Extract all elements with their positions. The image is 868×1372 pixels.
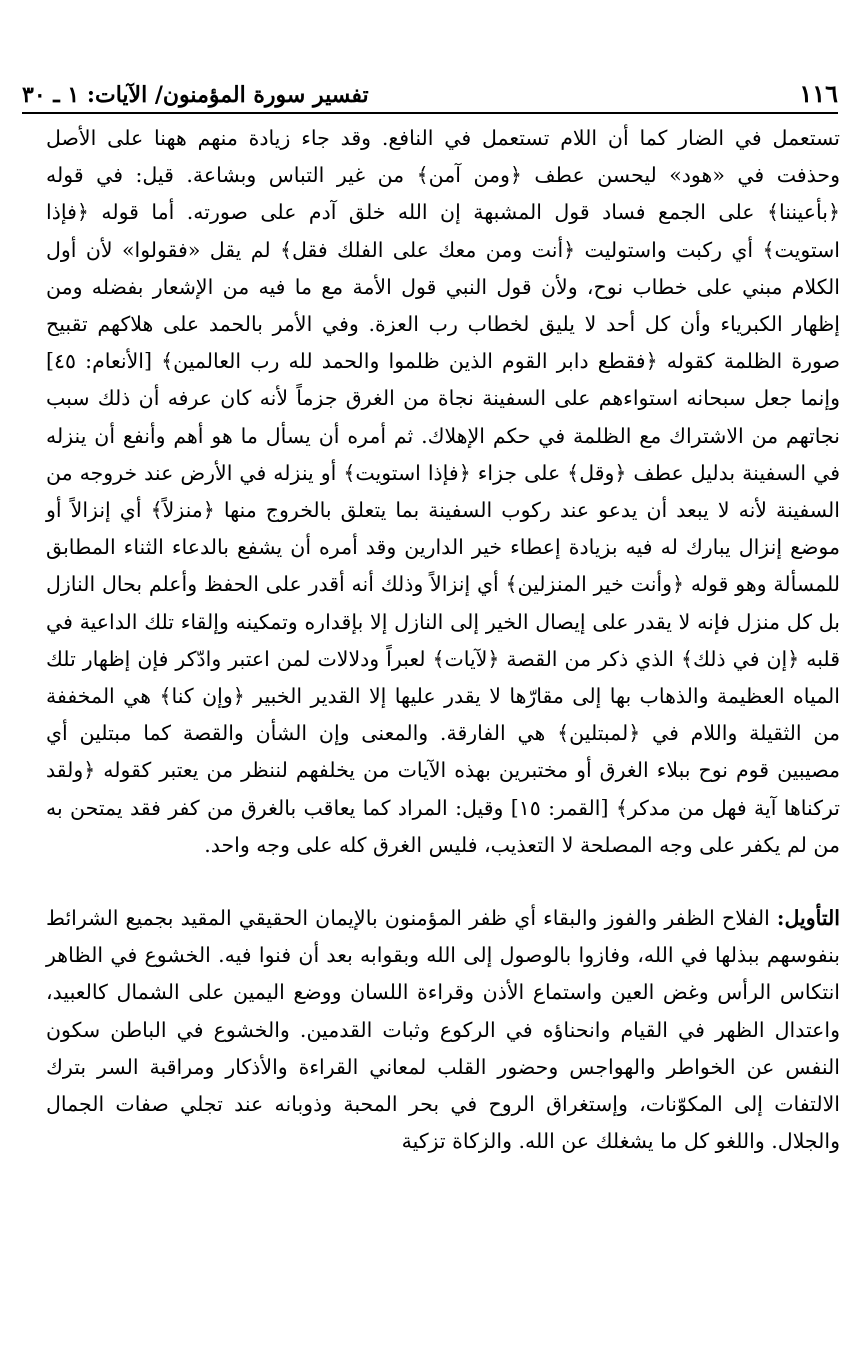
- commentary-paragraph: تستعمل في الضار كما أن اللام تستعمل في النافع. وقد جاء زيادة منهم ههنا على الأصل وحذفت في «هود» ليحسن عطف ﴿ومن آمن﴾ من غير التباس وبشاعة. قيل: في قوله ﴿بأعيننا﴾ على الجمع فساد قول المشبهة إن الله خلق آدم على صورته. أما قوله ﴿فإذا استويت﴾ أي ركبت واستوليت ﴿أنت ومن معك على الفلك فقل﴾ لم يقل «فقولوا» لأن أول الكلام مبني على خطاب نوح، ولأن قول النبي قول الأمة مع ما فيه من الإشعار بفضله ومن إظهار الكبرياء وأن كل أحد لا يليق لخطاب رب العزة. وفي الأمر بالحمد على هلاكهم تقبيح صورة الظلمة كقوله ﴿فقطع دابر القوم الذين ظلموا والحمد لله رب العالمين﴾ [الأنعام: ٤٥] وإنما جعل سبحانه استواءهم على السفينة نجاة من الغرق جزماً لأنه كان عرفه أن ذلك سبب نجاتهم من الاشتراك مع الظلمة في حكم الإهلاك. ثم أمره أن يسأل ما هو أهم وأنفع أن ينزله في السفينة بدليل عطف ﴿وقل﴾ على جزاء ﴿فإذا استويت﴾ أو ينزله في الأرض عند خروجه من السفينة لأنه لا يبعد أن يدعو عند ركوب السفينة بما يتعلق بالخروج منها ﴿منزلاً﴾ أي إنزالاً أو موضع إنزال يبارك له فيه بزيادة إعطاء خير الدارين وقد أمره أن يشفع بالدعاء الثناء المطابق للمسألة وهو قوله ﴿وأنت خير المنزلين﴾ أي إنزالاً وذلك أنه أقدر على الحفظ وأعلم بحال النازل بل كل منزل فإنه لا يقدر على إيصال الخير إلى النازل إلا بإقداره وتمكينه وإلقاء تلك الداعية في قلبه ﴿إن في ذلك﴾ الذي ذكر من القصة ﴿لآيات﴾ لعبراً ودلالات لمن اعتبر وادّكر فإن إظهار تلك المياه العظيمة والذهاب بها إلى مقارّها لا يقدر عليها إلا القدير الخبير ﴿وإن كنا﴾ هي المخففة من الثقيلة واللام في ﴿لمبتلين﴾ هي الفارقة. والمعنى وإن الشأن والقصة كما مبتلين أي مصيبين قوم نوح ببلاء الغرق أو مختبرين بهذه الآيات من يخلفهم لننظر من يعتبر كقوله ﴿ولقد تركناها آية فهل من مدكر﴾ [القمر: ١٥] وقيل: المراد كما يعاقب بالغرق من كفر فقد يمتحن به من لم يكفر على وجه المصلحة لا التعذيب، فليس الغرق كله على وجه واحد.: [46, 126, 840, 857]
- paragraph-gap: [46, 864, 840, 900]
- interpretation-label: التأويل:: [776, 906, 840, 931]
- interpretation-paragraph: [46, 900, 840, 1160]
- page-header: [22, 70, 838, 114]
- page-body: [46, 120, 840, 1160]
- interpretation-text: الفلاح الظفر والفوز والبقاء أي ظفر المؤمنون بالإيمان الحقيقي المقيد بجميع الشرائط بنفوسهم ببذلها في الله، وفازوا بالوصول إلى الله وبقوابه بعد أن فنوا فيه. الخشوع في الظاهر انتكاس الرأس وغض العين واستماع الأذن وقراءة اللسان ووضع اليمين على الشمال كالعبيد، واعتدال الظهر في القيام وانحناؤه في الركوع وثبات القدمين. والخشوع في الباطن سكون النفس عن الخواطر والهواجس وحضور القلب لمعاني القراءة والأذكار ومراقبة السر بترك الالتفات إلى المكوّنات، وإستغراق الروح في بحر المحبة وذوبانه عند تجلي صفات الجمال والجلال. واللغو كل ما يشغلك عن الله. والزكاة تزكية: [46, 906, 840, 1154]
- page-number: ١١٦: [799, 79, 838, 108]
- running-title: تفسير سورة المؤمنون/ الآيات: ١ ـ ٣٠: [22, 82, 369, 108]
